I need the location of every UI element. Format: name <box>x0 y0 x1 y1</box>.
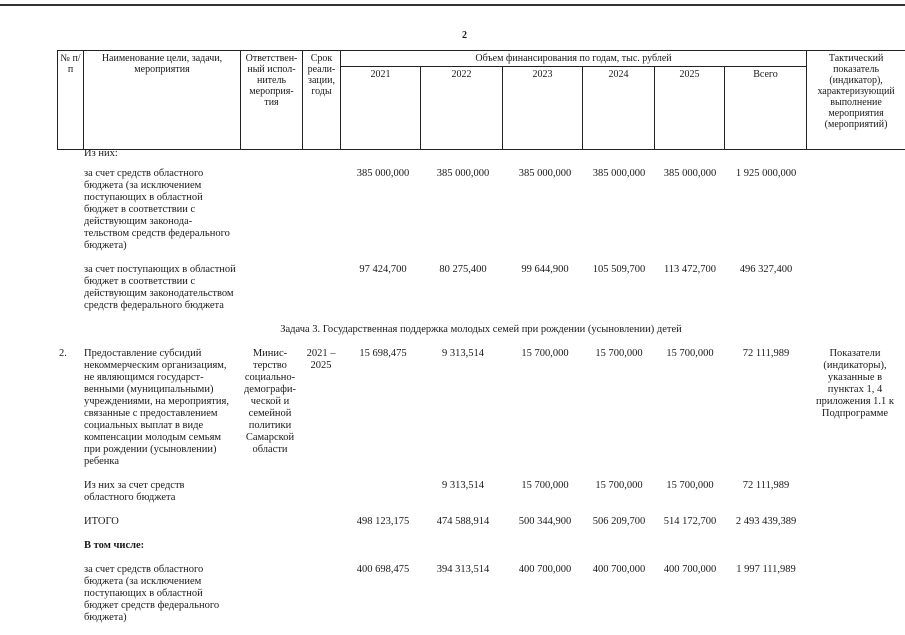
value-2022: 9 313,514 <box>442 480 484 491</box>
header-year-2025: 2025 <box>655 67 725 150</box>
value-2024: 506 209,700 <box>592 516 646 527</box>
value-total: 1 925 000,000 <box>735 168 797 179</box>
header-year-2023: 2023 <box>503 67 583 150</box>
value-2022: 80 275,400 <box>439 264 487 275</box>
header-indicator: Тактический показатель (индикатор), характеризующий выполнение мероприятия (мероприятий) <box>807 51 905 150</box>
row-label: за счет средств областного бюджета (за исключением поступающих в областной бюджет в соответствии с действующим законода-тельством средств федерального бюджета) <box>84 168 230 251</box>
value-2022: 385 000,000 <box>436 168 490 179</box>
value-2022: 474 588,914 <box>436 516 490 527</box>
row-number: 2. <box>59 348 67 359</box>
header-year-2022: 2022 <box>421 67 503 150</box>
value-2025: 15 700,000 <box>666 480 714 491</box>
value-2021: 15 698,475 <box>359 348 407 359</box>
header-year-2024: 2024 <box>583 67 655 150</box>
value-2021: 498 123,175 <box>356 516 410 527</box>
header-name: Наименование цели, задачи, мероприятия <box>84 51 241 150</box>
value-2024: 15 700,000 <box>595 480 643 491</box>
row-label: Предоставление субсидий некоммерческим организациям, не являющимся государст-венными (муниципальными) учреждениями, на мероприятия, связанные с предоставлением социальных выплат в виде компенсации молодым семьям при рождении (усыновлении) ребенка <box>84 348 229 467</box>
value-total: 2 493 439,389 <box>735 516 797 527</box>
value-2025: 113 472,700 <box>663 264 717 275</box>
value-total: 72 111,989 <box>742 480 790 491</box>
value-total: 1 997 111,989 <box>736 564 796 575</box>
value-2023: 400 700,000 <box>518 564 572 575</box>
page-number: 2 <box>462 30 467 41</box>
header-term: Срок реали-зации, годы <box>303 51 341 150</box>
value-2023: 99 644,900 <box>521 264 569 275</box>
funding-table-header <box>57 50 905 150</box>
value-2025: 400 700,000 <box>663 564 717 575</box>
value-2021: 385 000,000 <box>356 168 410 179</box>
task-heading: Задача 3. Государственная поддержка молодых семей при рождении (усыновлении) детей <box>280 324 682 335</box>
value-2024: 15 700,000 <box>595 348 643 359</box>
header-total: Всего <box>725 67 807 150</box>
row-label: В том числе: <box>84 540 145 551</box>
value-2023: 500 344,900 <box>518 516 572 527</box>
responsible-executor: Минис-терство социально-демографи-ческой и семейной политики Самарской области <box>243 348 297 455</box>
header-num: № п/п <box>58 51 84 150</box>
top-rule <box>0 4 905 6</box>
value-total: 72 111,989 <box>742 348 790 359</box>
value-2023: 385 000,000 <box>518 168 572 179</box>
header-responsible: Ответствен-ный испол-нитель мероприя-тия <box>241 51 303 150</box>
value-2022: 9 313,514 <box>442 348 484 359</box>
value-2021: 400 698,475 <box>356 564 410 575</box>
header-year-2021: 2021 <box>341 67 421 150</box>
value-total: 496 327,400 <box>739 264 793 275</box>
row-label: Из них за счет средств областного бюджета <box>84 480 185 503</box>
row-label: Из них: <box>84 148 118 159</box>
value-2021: 97 424,700 <box>359 264 407 275</box>
value-2025: 15 700,000 <box>666 348 714 359</box>
value-2024: 400 700,000 <box>592 564 646 575</box>
row-label: за счет поступающих в областной бюджет в соответствии с действующим законодательством средств федерального бюджета <box>84 264 236 311</box>
value-2022: 394 313,514 <box>436 564 490 575</box>
indicator: Показатели (индикаторы), указанные в пунктах 1, 4 приложения 1.1 к Подпрограмме <box>815 348 895 419</box>
row-label: за счет средств областного бюджета (за исключением поступающих в областной бюджет средств федерального бюджета) <box>84 564 220 623</box>
header-funding: Объем финансирования по годам, тыс. рублей <box>341 51 807 67</box>
value-2024: 105 509,700 <box>592 264 646 275</box>
implementation-term: 2021 – 2025 <box>306 348 336 371</box>
value-2023: 15 700,000 <box>521 348 569 359</box>
value-2023: 15 700,000 <box>521 480 569 491</box>
row-label: ИТОГО <box>84 516 119 527</box>
value-2025: 385 000,000 <box>663 168 717 179</box>
value-2025: 514 172,700 <box>663 516 717 527</box>
value-2024: 385 000,000 <box>592 168 646 179</box>
